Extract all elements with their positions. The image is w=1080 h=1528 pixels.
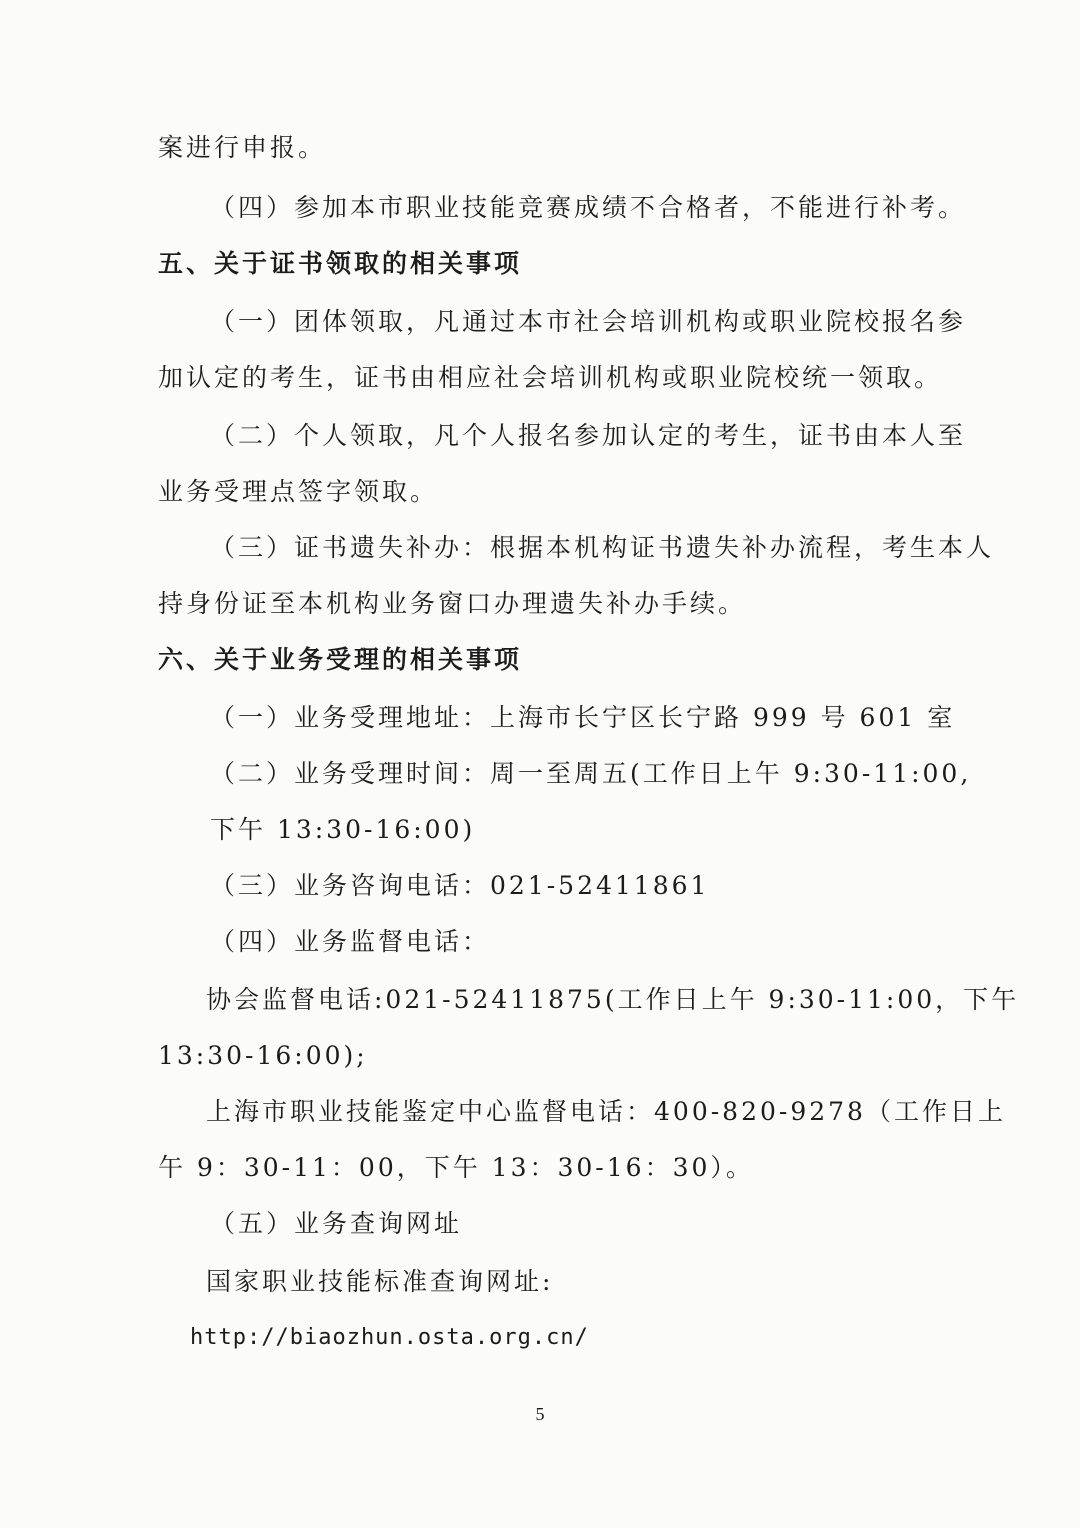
text-line: （一）团体领取，凡通过本市社会培训机构或职业院校报名参 <box>210 307 967 336</box>
text-line: 协会监督电话:021-52411875(工作日上午 9:30-11:00，下午 <box>206 985 1020 1014</box>
text-line: 下午 13:30-16:00) <box>210 815 476 844</box>
text-line: （五）业务查询网址 <box>210 1209 463 1238</box>
url-link[interactable]: http://biaozhun.osta.org.cn/ <box>190 1325 589 1350</box>
section-heading: 六、关于业务受理的相关事项 <box>158 645 523 674</box>
section-heading: 五、关于证书领取的相关事项 <box>158 249 523 278</box>
text-line: （一）业务受理地址：上海市长宁区长宁路 999 号 601 室 <box>210 703 956 732</box>
text-line: 上海市职业技能鉴定中心监督电话：400-820-9278（工作日上 <box>206 1097 1006 1126</box>
text-line: （二）业务受理时间：周一至周五(工作日上午 9:30-11:00, <box>210 759 972 788</box>
page-number: 5 <box>535 1404 545 1424</box>
text-line: （二）个人领取，凡个人报名参加认定的考生，证书由本人至 <box>210 421 967 450</box>
text-line: （三）证书遗失补办：根据本机构证书遗失补办流程，考生本人 <box>210 533 995 562</box>
text-line: 持身份证至本机构业务窗口办理遗失补办手续。 <box>158 589 747 618</box>
text-line: （四）业务监督电话： <box>210 927 491 956</box>
text-line: 13:30-16:00); <box>158 1041 368 1070</box>
text-line: 午 9：30-11：00，下午 13：30-16：30）。 <box>158 1153 754 1182</box>
text-line: 案进行申报。 <box>158 133 327 162</box>
text-line: （四）参加本市职业技能竞赛成绩不合格者，不能进行补考。 <box>210 193 967 222</box>
text-line: 加认定的考生，证书由相应社会培训机构或职业院校统一领取。 <box>158 363 943 392</box>
text-line: 国家职业技能标准查询网址: <box>206 1267 554 1296</box>
text-line: 业务受理点签字领取。 <box>158 477 439 506</box>
text-line: （三）业务咨询电话：021-52411861 <box>210 871 710 900</box>
